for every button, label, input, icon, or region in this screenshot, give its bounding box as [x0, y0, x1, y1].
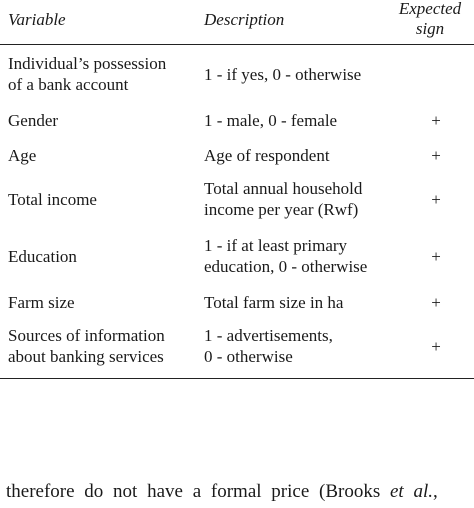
cell-variable-line: of a bank account — [8, 75, 129, 94]
cell-variable-line: Sources of information — [8, 326, 165, 345]
table-row — [0, 229, 474, 283]
cell-variable — [8, 189, 198, 210]
cell-description — [204, 325, 404, 367]
cell-expected-sign: + — [431, 337, 441, 356]
cell-description-line: 1 - male, 0 - female — [204, 111, 338, 130]
cell-description-line: 1 - if yes, 0 - otherwise — [204, 65, 362, 84]
cell-variable-line: Gender — [8, 111, 59, 130]
cell-variable — [8, 325, 198, 367]
body-text-italic: et al. — [389, 481, 433, 502]
header-description: Description — [204, 10, 285, 29]
cell-description — [204, 292, 404, 313]
cell-description-line: Total farm size in ha — [204, 293, 344, 312]
cell-variable-line: Total income — [8, 190, 97, 209]
table-row — [0, 46, 474, 102]
cell-description — [204, 235, 404, 277]
cell-expected-sign: + — [431, 247, 441, 266]
cell-description-line: Age of respondent — [204, 146, 330, 165]
header-expected-sign — [390, 0, 470, 39]
cell-variable-line: Individual’s possession — [8, 54, 167, 73]
cell-variable — [8, 145, 198, 166]
cell-description — [204, 64, 404, 85]
table-row — [0, 104, 474, 136]
table-header — [0, 0, 474, 45]
header-expected-sign-line2: sign — [415, 19, 445, 38]
body-text-line — [6, 481, 474, 503]
body-text-before: therefore do not have a formal price (Brooks — [6, 481, 390, 502]
cell-description-line: 1 - advertisements, — [204, 326, 333, 345]
cell-description — [204, 110, 404, 131]
cell-description-line: education, 0 - otherwise — [204, 257, 368, 276]
table-row — [0, 320, 474, 372]
table-bottom-rule — [0, 378, 474, 379]
cell-expected-sign: + — [431, 190, 441, 209]
table-row — [0, 139, 474, 171]
header-variable: Variable — [8, 10, 66, 29]
header-expected-sign-line1: Expected — [398, 0, 462, 18]
cell-variable — [8, 246, 198, 267]
cell-variable — [8, 292, 198, 313]
cell-description-line: 0 - otherwise — [204, 347, 293, 366]
cell-expected-sign: + — [431, 293, 441, 312]
table-row — [0, 173, 474, 225]
cell-variable-line: Farm size — [8, 293, 75, 312]
cell-description-line: Total annual household — [204, 179, 363, 198]
cell-expected-sign: + — [431, 146, 441, 165]
cell-description — [204, 145, 404, 166]
cell-description-line: income per year (Rwf) — [204, 200, 359, 219]
cell-variable-line: Age — [8, 146, 37, 165]
body-text-after: , — [432, 481, 438, 502]
cell-description — [204, 178, 404, 220]
cell-variable-line: Education — [8, 247, 77, 266]
cell-expected-sign: + — [431, 111, 441, 130]
cell-variable — [8, 110, 198, 131]
cell-variable — [8, 53, 198, 95]
cell-variable-line: about banking services — [8, 347, 164, 366]
table-row — [0, 287, 474, 317]
cell-description-line: 1 - if at least primary — [204, 236, 348, 255]
